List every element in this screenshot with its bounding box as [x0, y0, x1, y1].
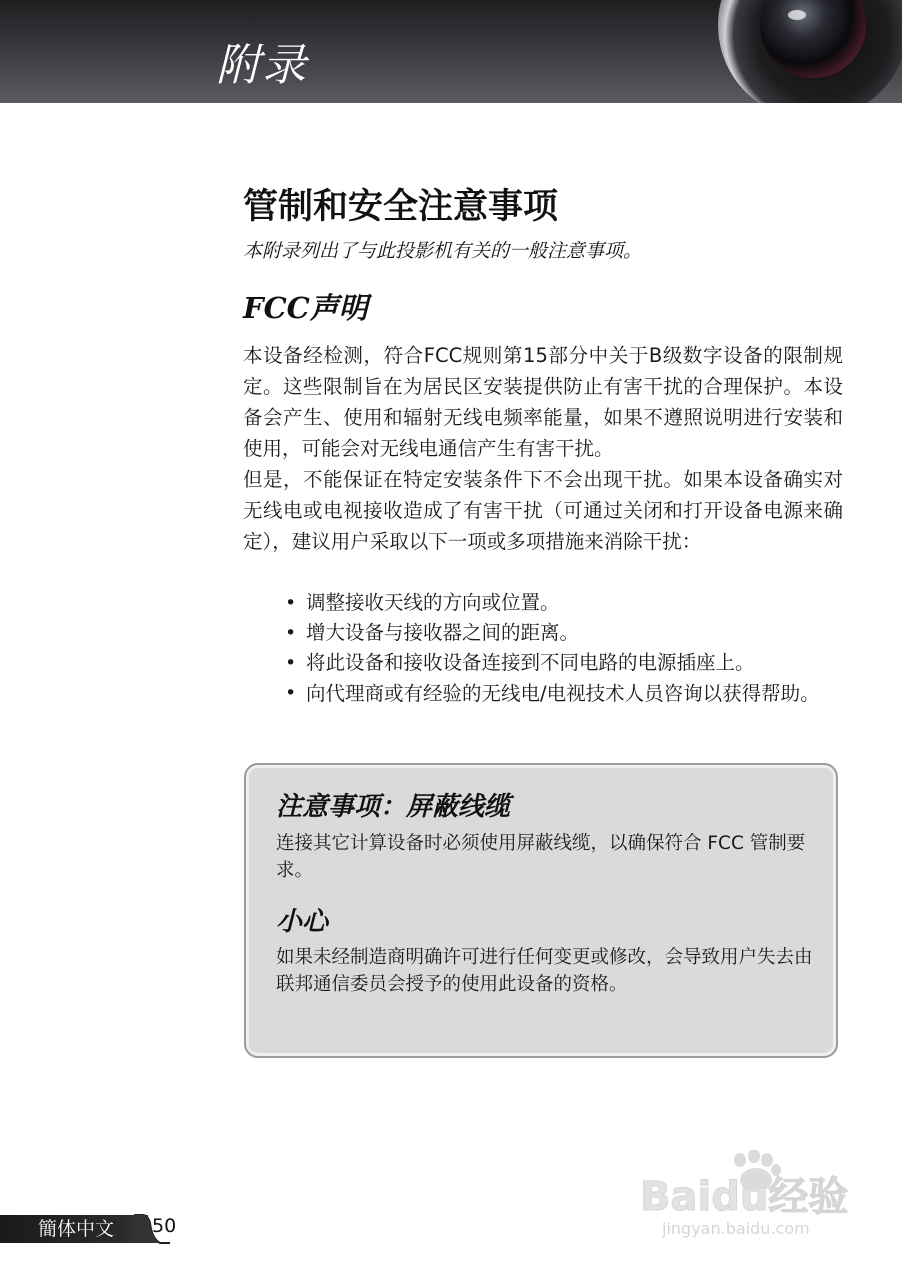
header-banner: [0, 0, 902, 103]
projector-lens-image: [718, 0, 902, 103]
fcc-paragraph-1: 本设备经检测，符合FCC规则第15部分中关于B级数字设备的限制规定。这些限制旨在为居民区安装提供防止有害干扰的合理保护。本设备会产生、使用和辐射无线电频率能量，如果不遵照说明进行安装和使用，可能会对无线电通信产生有害干扰。: [243, 344, 843, 460]
caution-text: 如果未经制造商明确许可进行任何变更或修改，会导致用户失去由联邦通信委员会授予的使用此设备的资格。: [276, 947, 813, 995]
header-title: 附录: [216, 40, 308, 91]
caution-heading: 小心: [276, 907, 329, 937]
page-title: 管制和安全注意事项: [243, 187, 559, 227]
measures-list: [285, 588, 845, 709]
list-item: • 将此设备和接收设备连接到不同电路的电源插座上。: [285, 648, 845, 678]
shielded-cable-text: 连接其它计算设备时必须使用屏蔽线缆，以确保符合 FCC 管制要求。: [276, 833, 806, 881]
list-item: • 调整接收天线的方向或位置。: [285, 588, 845, 618]
bullet-icon: •: [285, 592, 297, 614]
shielded-cable-heading: 注意事项：屏蔽线缆: [276, 792, 511, 822]
page-number: 50: [152, 1215, 177, 1237]
page-subtitle: 本附录列出了与此投影机有关的一般注意事项。: [243, 240, 643, 262]
bullet-icon: •: [285, 622, 297, 644]
watermark-url: jingyan.baidu.com: [662, 1219, 810, 1238]
list-item: • 向代理商或有经验的无线电/电视技术人员咨询以获得帮助。: [285, 678, 845, 709]
fcc-paragraph-2: 但是，不能保证在特定安装条件下不会出现干扰。如果本设备确实对无线电或电视接收造成了有害干扰（可通过关闭和打开设备电源来确定），建议用户采取以下一项或多项措施来消除干扰：: [243, 468, 843, 553]
bullet-icon: •: [285, 682, 297, 704]
baidu-watermark-logo: [640, 1150, 855, 1240]
footer-language-label: 簡体中文: [38, 1218, 115, 1240]
list-item: • 增大设备与接收器之间的距离。: [285, 618, 845, 648]
fcc-heading: FCC声明: [243, 291, 368, 325]
bullet-icon: •: [285, 652, 297, 674]
watermark-logo-text: Baidu经验: [640, 1174, 849, 1220]
notice-box: [244, 763, 838, 1058]
